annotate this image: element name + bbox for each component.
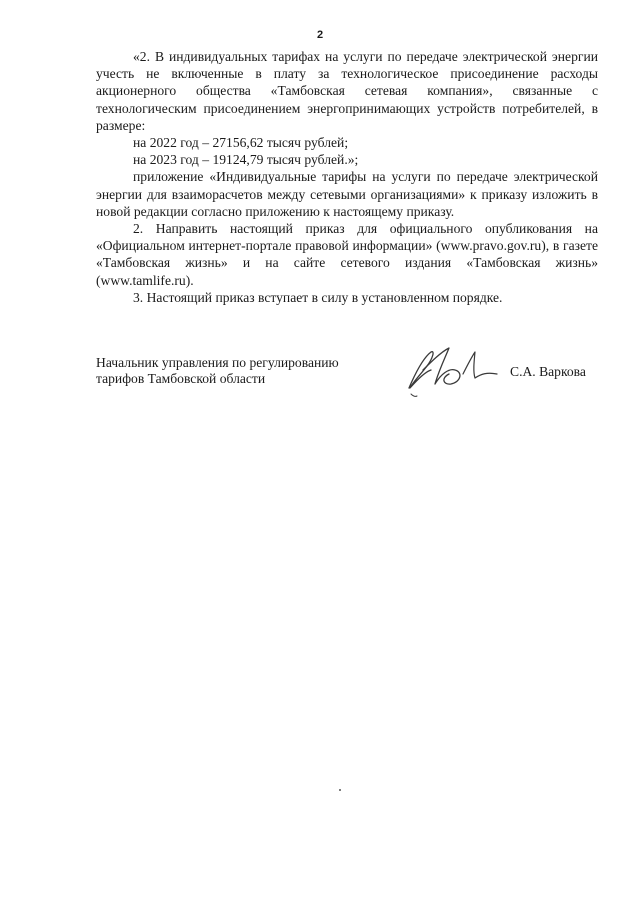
paragraph-tariff-expenses: «2. В индивидуальных тарифах на услуги по передаче электрической энергии учесть не включенные в плату за технологическое присоединение расходы акционерного общества «Тамбовская сетевая компания», связанные с технологическим присоединением энергопринимающих устройств потребителей, в размере: <box>96 49 598 133</box>
page-number: 2 <box>316 29 324 41</box>
handwritten-signature <box>401 344 511 404</box>
paragraph-publication: 2. Направить настоящий приказ для официального опубликования на «Официальном интернет-портале правовой информации» (www.pravo.gov.ru), в газете «Тамбовская жизнь» и на сайте сетевого издания «Тамбовская жизнь» (www.tamlife.ru). <box>96 221 598 288</box>
paragraph-appendix: приложение «Индивидуальные тарифы на услуги по передаче электрической энергии для взаиморасчетов между сетевыми организациями» к приказу изложить в новой редакции согласно приложению к настоящему приказу. <box>96 169 598 219</box>
paragraph-year-2022: на 2022 год – 27156,62 тысяч рублей; <box>133 135 349 151</box>
signer-name: С.А. Варкова <box>510 364 586 379</box>
signer-position-line-1: Начальник управления по регулированию <box>96 355 339 370</box>
paragraph-year-2023: на 2023 год – 19124,79 тысяч рублей.»; <box>133 152 359 168</box>
signature-block <box>96 352 598 402</box>
scan-speck <box>339 789 341 791</box>
signer-position <box>96 355 396 386</box>
paragraph-effective-date: 3. Настоящий приказ вступает в силу в установленном порядке. <box>133 289 503 305</box>
signer-position-line-2: тарифов Тамбовской области <box>96 370 266 386</box>
document-body <box>96 48 598 306</box>
